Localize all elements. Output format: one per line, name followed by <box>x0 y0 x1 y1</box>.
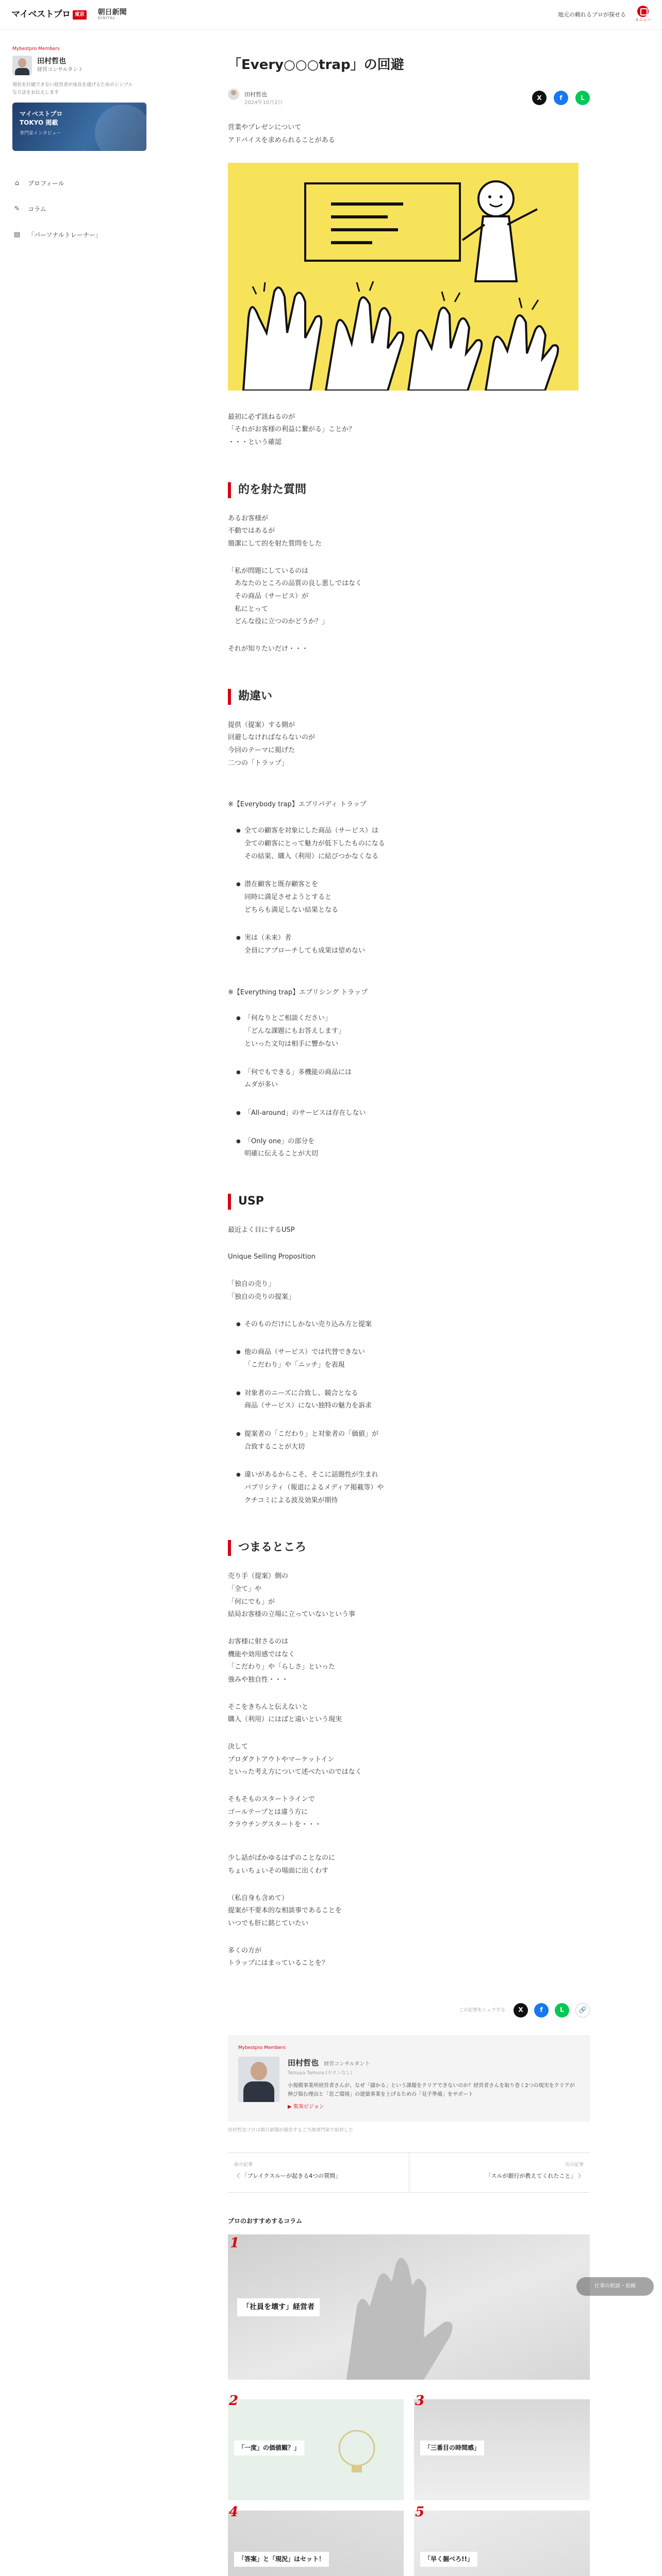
find-pro-link[interactable]: 地元の頼れるプロが探せる <box>558 11 626 18</box>
author-card-role: 経営コンサルタント <box>324 2061 370 2067</box>
menu-icon <box>637 6 649 17</box>
rank-number: 3 <box>415 2393 425 2409</box>
paragraph <box>228 1278 590 1303</box>
text-line: ムダが多い <box>244 1081 278 1089</box>
sidebar-profile[interactable] <box>12 56 137 75</box>
text-line: 明確に伝えることが大切 <box>244 1150 319 1158</box>
site-header <box>0 0 662 30</box>
x-share-icon[interactable]: X <box>514 2003 528 2018</box>
prev-title: 〈 「ブレイクスルーが起きる4つの質問」 <box>234 2173 341 2180</box>
text-line: 「独自の売りの提案」 <box>228 1293 295 1301</box>
list-item <box>236 1107 590 1120</box>
text-line: ● 全ての顧客を対象にした商品（サービス）は <box>244 827 379 835</box>
next-title: 「スルが銀行が教えてくれたこと」 〉 <box>485 2173 584 2180</box>
recommended-card[interactable] <box>414 2504 590 2576</box>
interview-banner[interactable] <box>12 103 146 151</box>
article-main <box>228 30 590 2576</box>
prev-label: 前の記事 <box>234 2162 253 2167</box>
recommended-label: 「一度」の価値観？」 <box>234 2441 304 2455</box>
author-card-tag: Mybestpro Members <box>238 2045 286 2050</box>
recommended-card[interactable] <box>228 2393 404 2500</box>
sidebar-role: 経営コンサルタント <box>37 67 84 73</box>
presenter-illustration <box>228 163 578 391</box>
author-row <box>228 89 590 107</box>
facebook-share-icon[interactable]: f <box>554 91 568 105</box>
author-card-en-sub: (ボタンなし) <box>325 2071 353 2076</box>
section-heading: つまるところ <box>228 1540 590 1556</box>
text-line: どんな役に立つのかどうか？」 <box>228 618 329 626</box>
author-name: 田村哲也 <box>244 91 267 98</box>
paragraph <box>228 565 590 629</box>
prev-next-nav <box>228 2153 590 2193</box>
list-item <box>236 1318 590 1331</box>
text-line: それが知りたいだけ・・・ <box>228 645 309 653</box>
text-line: Unique Selling Proposition <box>228 1253 316 1261</box>
author-card <box>228 2035 590 2122</box>
share-top <box>532 91 590 105</box>
rank-number: 1 <box>230 2235 240 2251</box>
rank-number: 5 <box>415 2504 425 2520</box>
sidebar-item-label: コラム <box>28 205 46 213</box>
text-line: 少し話がばかゆるはずのことなのに <box>228 1854 336 1862</box>
text-line: 「それがお客様の利益に繋がる」ことか？ <box>228 426 356 434</box>
list-item <box>236 1469 590 1507</box>
region-badge: 東京 <box>73 10 87 20</box>
sidebar-item-column[interactable] <box>12 196 137 222</box>
text-line: ● そのものだけにしかない売り込み方と提案 <box>244 1320 372 1328</box>
text-line: 今回のテーマに掲げた <box>228 746 295 754</box>
section-heading: 的を射た質問 <box>228 482 590 498</box>
book-icon: ▤ <box>13 230 21 239</box>
author-card-en: Tetsuya Tamura <box>288 2071 324 2076</box>
share-bottom <box>228 2003 590 2018</box>
text-line: 営業やプレゼンについて <box>228 124 302 132</box>
list-item <box>236 1428 590 1453</box>
author-photo[interactable] <box>238 2057 279 2102</box>
text-line: 提案が不要本的な相談事であることを <box>228 1907 342 1915</box>
paragraph <box>228 1741 590 1779</box>
text-line: 「全て」や <box>228 1585 262 1593</box>
text-line: 機能や効用感ではなく <box>228 1650 295 1658</box>
text-line: 「こだわり」や「らしさ」といった <box>228 1663 336 1671</box>
text-line: 簡潔にして的を射た質問をした <box>228 540 322 548</box>
recommended-label: 「早く掘べろ!!」 <box>420 2552 477 2567</box>
recommended-card[interactable] <box>414 2393 590 2500</box>
text-line: そもそものスタートラインで <box>228 1795 315 1804</box>
prev-article-link[interactable] <box>228 2153 409 2192</box>
text-line: ちょいちょいその場面に出くわす <box>228 1867 329 1875</box>
paragraph <box>228 1945 590 1970</box>
text-line: 「私が問題にしているのは <box>228 567 309 575</box>
text-line: 購入（利用）にはばと遠いという現実 <box>228 1716 342 1724</box>
text-line: そこをきちんと伝えないと <box>228 1703 309 1711</box>
text-line: 「独自の売り」 <box>228 1280 275 1289</box>
text-line: 不動ではあるが <box>228 527 275 535</box>
link-copy-icon[interactable]: 🔗 <box>575 2003 590 2018</box>
user-icon: ⌂ <box>14 179 20 187</box>
trap2-list <box>228 1012 590 1161</box>
text-line: 同時に満足させようとすると <box>244 893 332 901</box>
section-heading: USP <box>228 1194 590 1210</box>
recommended-grid <box>228 2393 590 2576</box>
rank-number: 4 <box>229 2504 239 2520</box>
paragraph <box>228 643 590 656</box>
text-line: 全ての顧客にとって魅力が低下したものになる <box>244 839 385 848</box>
text-line: 最近よく目にするUSP <box>228 1226 295 1234</box>
header-right <box>558 5 653 25</box>
list-item <box>236 1387 590 1413</box>
text-line: パブリシティ（報道によるメディア掲載等）や <box>244 1484 384 1492</box>
recommended-card[interactable] <box>228 2504 404 2576</box>
author-card-name[interactable]: 田村哲也 <box>288 2058 319 2068</box>
paragraph <box>228 513 590 551</box>
text-line: ゴールテープとは違う方に <box>228 1808 308 1816</box>
author-mini[interactable] <box>228 89 283 100</box>
sidebar-item-profile[interactable] <box>12 171 137 196</box>
text-line: 私にとって <box>228 605 268 613</box>
pen-icon: ✎ <box>14 205 20 213</box>
text-line: ● 違いがあるからこそ、そこに話題性が生まれ <box>244 1471 378 1479</box>
recommended-label: 「答案」と「現況」はセット！ <box>234 2552 329 2567</box>
text-line: 商品（サービス）にない独特の魅力を訴求 <box>244 1402 372 1410</box>
share-label: この記事をシェアする <box>459 2007 505 2013</box>
text-line: お客様に射さるのは <box>228 1637 289 1646</box>
recommended-label: 「三番目の時間感」 <box>420 2441 484 2455</box>
text-line: 「こだわり」や「ニッチ」を表現 <box>244 1361 345 1369</box>
line-share-icon[interactable]: L <box>575 91 590 105</box>
text-line: 提供（提案）する側が <box>228 721 295 729</box>
list-item <box>236 1012 590 1050</box>
paragraph <box>228 719 590 770</box>
trap-heading: ※【Everybody trap】エブリバディ トラップ <box>228 801 367 809</box>
author-note: 田村哲也プロは朝日新聞が運営するご当地専門家で取材した <box>228 2127 354 2133</box>
intro-paragraph <box>228 122 590 147</box>
banner-subtitle: 専門家インタビュー <box>20 130 61 136</box>
text-line: 合致することが大切 <box>244 1443 305 1451</box>
paragraph <box>228 1852 590 1877</box>
site-logo-text: マイベストプロ <box>11 9 71 20</box>
menu-label: メニュー <box>635 18 651 23</box>
facebook-share-icon[interactable]: f <box>534 2003 549 2018</box>
sidebar-desc: 現状を打破できない経営者が成長を遂げるためのシンプルな方法をお伝えします <box>12 82 133 95</box>
author-card-link[interactable]: ▶ 集客ビジョン <box>288 2104 324 2110</box>
text-line: クチコミによる波及効果が期待 <box>244 1496 338 1504</box>
text-line: クラウチングスタートを・・・ <box>228 1821 321 1829</box>
text-line: といった文句は相手に響かない <box>244 1040 339 1048</box>
text-line: 回避しなければならないのが <box>228 734 316 742</box>
sidebar <box>0 30 150 248</box>
hero-illustration <box>228 163 578 391</box>
text-line: あるお客様が <box>228 514 269 522</box>
text-line: 「どんな課題にもお答えします」 <box>244 1027 345 1036</box>
text-line: その結果、購入（利用）に結びつかなくなる <box>244 852 379 860</box>
asahi-logo[interactable] <box>98 9 127 21</box>
sidebar-nav <box>12 171 137 248</box>
menu-button[interactable] <box>633 5 653 25</box>
list-item <box>236 825 590 863</box>
text-line: どちらも満足しない結果となる <box>244 906 339 914</box>
text-line: ● 対象者のニーズに合致し、競合となる <box>244 1389 358 1397</box>
text-line: 多くの方が <box>228 1946 262 1955</box>
text-line: ・・・という確認 <box>228 438 282 447</box>
text-line: ● 提案者の「こだわり」と対象者の「価値」が <box>244 1430 379 1438</box>
text-line: 最初に必ず訊ねるのが <box>228 413 295 421</box>
site-logo[interactable] <box>11 8 87 22</box>
sidebar-item-label: 「パーソナルトレーナー」 <box>28 231 102 239</box>
paragraph <box>228 1570 590 1621</box>
avatar <box>12 56 32 75</box>
sidebar-name: 田村哲也 <box>37 57 66 66</box>
text-line: 二つの「トラップ」 <box>228 759 288 767</box>
text-line: 決して <box>228 1743 249 1751</box>
text-line: 強みや独自性・・・ <box>228 1675 289 1684</box>
rank-number: 2 <box>229 2393 239 2409</box>
asahi-logo-sub: DIGITAL <box>97 16 116 21</box>
text-line: ● 「何なりとご相談ください」 <box>244 1014 332 1023</box>
section-heading: 勘違い <box>228 689 590 705</box>
consult-float-button[interactable]: 仕事の相談・依頼 <box>576 2277 654 2296</box>
usp-list <box>228 1318 590 1507</box>
sidebar-item-label: プロフィール <box>28 179 64 187</box>
after-hero-paragraph <box>228 411 590 449</box>
text-line: プロダクトアウトやマーケットイン <box>228 1755 335 1764</box>
paragraph <box>228 1251 590 1264</box>
text-line: （私自身も含めて） <box>228 1894 289 1902</box>
trap1-list <box>228 825 590 958</box>
paragraph <box>228 1701 590 1726</box>
asahi-logo-text: 朝日新聞 <box>97 8 127 16</box>
page-title: 「Every○○○trap」の回避 <box>228 57 404 73</box>
list-item <box>236 1346 590 1371</box>
text-line: ● 潜在顧客と既存顧客とを <box>244 880 319 889</box>
paragraph <box>228 1892 590 1930</box>
sidebar-tag: Mybestpro Members <box>12 46 60 52</box>
avatar <box>228 89 239 100</box>
paragraph <box>228 1224 590 1237</box>
author-card-bio: 小規模事業所経営者さんが、なぜ「儲かる」という課題をクリアできないのか？経営者さんを取り巻く2つの現実をクリアが伸び悩む理由と「思ご環境」の建築事業を上げるための「見手準備」をサポート <box>288 2082 575 2097</box>
text-line: その商品（サービス）が <box>228 592 309 601</box>
banner-title: マイベストプロ TOKYO 掲載 <box>20 110 63 126</box>
trap-heading: ※【Everything trap】エブリシング トラップ <box>228 988 368 996</box>
text-line: いつでも肝に銘じていたい <box>228 1919 309 1927</box>
recommended-heading: プロのおすすめするコラム <box>228 2217 303 2225</box>
sidebar-item-book[interactable] <box>12 222 137 248</box>
paragraph <box>228 1793 590 1832</box>
list-item <box>236 878 590 917</box>
text-line: ● 実は（未来）者 <box>244 934 292 942</box>
text-line: 「何にでも」が <box>228 1598 275 1606</box>
next-label: 次の記事 <box>565 2162 584 2167</box>
article-date: 2024年10月2日 <box>244 100 283 106</box>
line-share-icon[interactable]: L <box>555 2003 569 2018</box>
next-article-link[interactable] <box>409 2153 590 2192</box>
paragraph <box>228 1636 590 1687</box>
text-line: アドバイスを求められることがある <box>228 137 335 145</box>
text-line: トラップにはまっていることを？ <box>228 1959 328 1968</box>
list-item <box>236 1066 590 1092</box>
recommended-card[interactable] <box>228 2234 590 2380</box>
text-line: 全員にアプローチしても成果は望めない <box>244 946 366 955</box>
x-share-icon[interactable]: X <box>532 91 547 105</box>
list-item <box>236 1136 590 1161</box>
text-line: ● 「何でもできる」多機能の商品には <box>244 1068 352 1076</box>
recommended-label: 「社員を壊す」経営者 <box>237 2298 320 2316</box>
text-line: 売り手（提案）側の <box>228 1572 289 1581</box>
text-line: あなたのところの品質の良し悪しではなく <box>228 580 362 588</box>
text-line: ● 「Only one」の部分を <box>244 1137 315 1145</box>
list-item <box>236 932 590 957</box>
text-line: ● 他の商品（サービス）では代替できない <box>244 1348 366 1357</box>
text-line: ● 「All-around」のサービスは存在しない <box>244 1109 366 1117</box>
text-line: 結局お客様の立場に立っていないという事 <box>228 1611 356 1619</box>
text-line: といった考え方について述べたいのではなく <box>228 1768 362 1776</box>
